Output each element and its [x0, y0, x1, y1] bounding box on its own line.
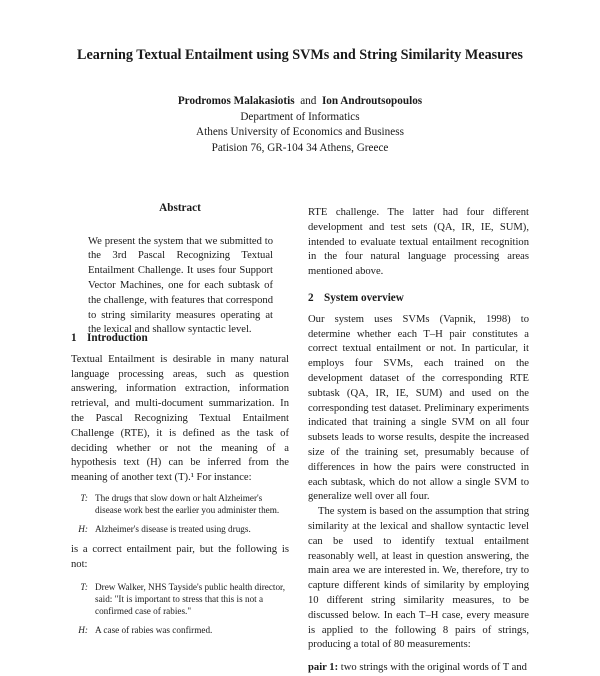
intro-continuation: RTE challenge. The latter had four different development and test sets (QA, IR, IE, SUM), intended to evaluate textual entailment recognition in the four natural language processing areas mentioned above.	[308, 207, 529, 278]
example-2-t	[71, 581, 289, 617]
section-1-heading	[71, 331, 289, 346]
intro-paragraph-1: Textual Entailment is desirable in many natural language processing areas, such as question answering, information extraction, information retrieval, and multi-document summarization. In the Pascal Recognizing Textual Entailment Challenge (RTE), it is defined as the task of deciding whether or not the meaning of a hypothesis text (H) can be inferred from the meaning of another text (T).¹ For instance:	[71, 353, 289, 484]
author-line	[0, 94, 600, 110]
example-2-t-label: T:	[80, 581, 88, 592]
example-2-h-text: A case of rabies was confirmed.	[95, 624, 213, 635]
intro-paragraph-2: is a correct entailment pair, but the following is not:	[71, 543, 289, 570]
left-column	[71, 331, 289, 636]
affiliation-dept: Department of Informatics	[240, 110, 360, 123]
example-1-t-label: T:	[80, 492, 88, 503]
paper-title: Learning Textual Entailment using SVMs and String Similarity Measures	[77, 47, 523, 63]
example-2	[71, 581, 289, 636]
overview-paragraph-2: The system is based on the assumption that string similarity at the lexical and shallow syntactic level can be used to identify textual entailment reasonably well, at least in question answering, the main area we are interested in. We, therefore, try to capture different kinds of similarity by employing 10 different string similarity measures, to be discussed below. In each T–H case, every measure is applied to the following 8 pairs of strings, producing a total of 80 measurements:	[308, 506, 529, 651]
pair-1-label: pair 1:	[308, 662, 339, 674]
author-1: Prodromos Malakasiotis	[177, 95, 295, 107]
author-2: Ion Androutsopoulos	[321, 95, 423, 107]
example-2-h	[71, 624, 289, 636]
right-column	[308, 206, 529, 676]
pair-1-text: two strings with the original words of T and	[340, 662, 527, 674]
example-1-t	[71, 492, 289, 516]
author-and: and	[300, 95, 317, 107]
example-1-h-text: Alzheimer's disease is treated using drugs.	[95, 523, 251, 534]
abstract-heading: Abstract	[159, 202, 201, 214]
overview-paragraph-1: Our system uses SVMs (Vapnik, 1998) to determine whether each T–H pair constitutes a correct textual entailment or not. In particular, it employs four SVMs, each trained on the development dataset of the corresponding RTE subtask (QA, IR, IE, SUM) and used on the corresponding test dataset. Preliminary experiments indicated that training a single SVM on all four subsets leads to worse results, despite the increased size of the training set, presumably because of differences in how the pairs were constructed in each subtask, which do not allow a single SVM to generalize well over all four.	[308, 313, 529, 503]
section-1-number: 1	[71, 332, 77, 344]
section-2-title: System overview	[324, 291, 404, 304]
example-1-t-text: The drugs that slow down or halt Alzheimer's disease work best the earlier you administer them.	[95, 492, 280, 515]
pair-1-item	[308, 661, 529, 676]
abstract-text: We present the system that we submitted to the 3rd Pascal Recognizing Textual Entailment Challenge. It uses four Support Vector Machines, one for each subtask of the challenge, with features that correspond to string similarity measures operating at the lexical and shallow syntactic level.	[88, 235, 273, 336]
example-1-h	[71, 523, 289, 535]
example-2-h-label: H:	[78, 624, 88, 635]
section-2-number: 2	[308, 291, 314, 304]
section-2-heading	[308, 291, 529, 306]
author-block	[0, 94, 600, 156]
example-2-t-text: Drew Walker, NHS Tayside's public health director, said: "It is important to stress that this is not a confirmed case of rabies."	[95, 581, 286, 616]
example-1-h-label: H:	[78, 523, 88, 534]
example-1	[71, 492, 289, 535]
affiliation-address: Patision 76, GR-104 34 Athens, Greece	[211, 141, 389, 154]
section-1-title: Introduction	[87, 332, 148, 344]
affiliation-univ: Athens University of Economics and Business	[196, 126, 404, 138]
